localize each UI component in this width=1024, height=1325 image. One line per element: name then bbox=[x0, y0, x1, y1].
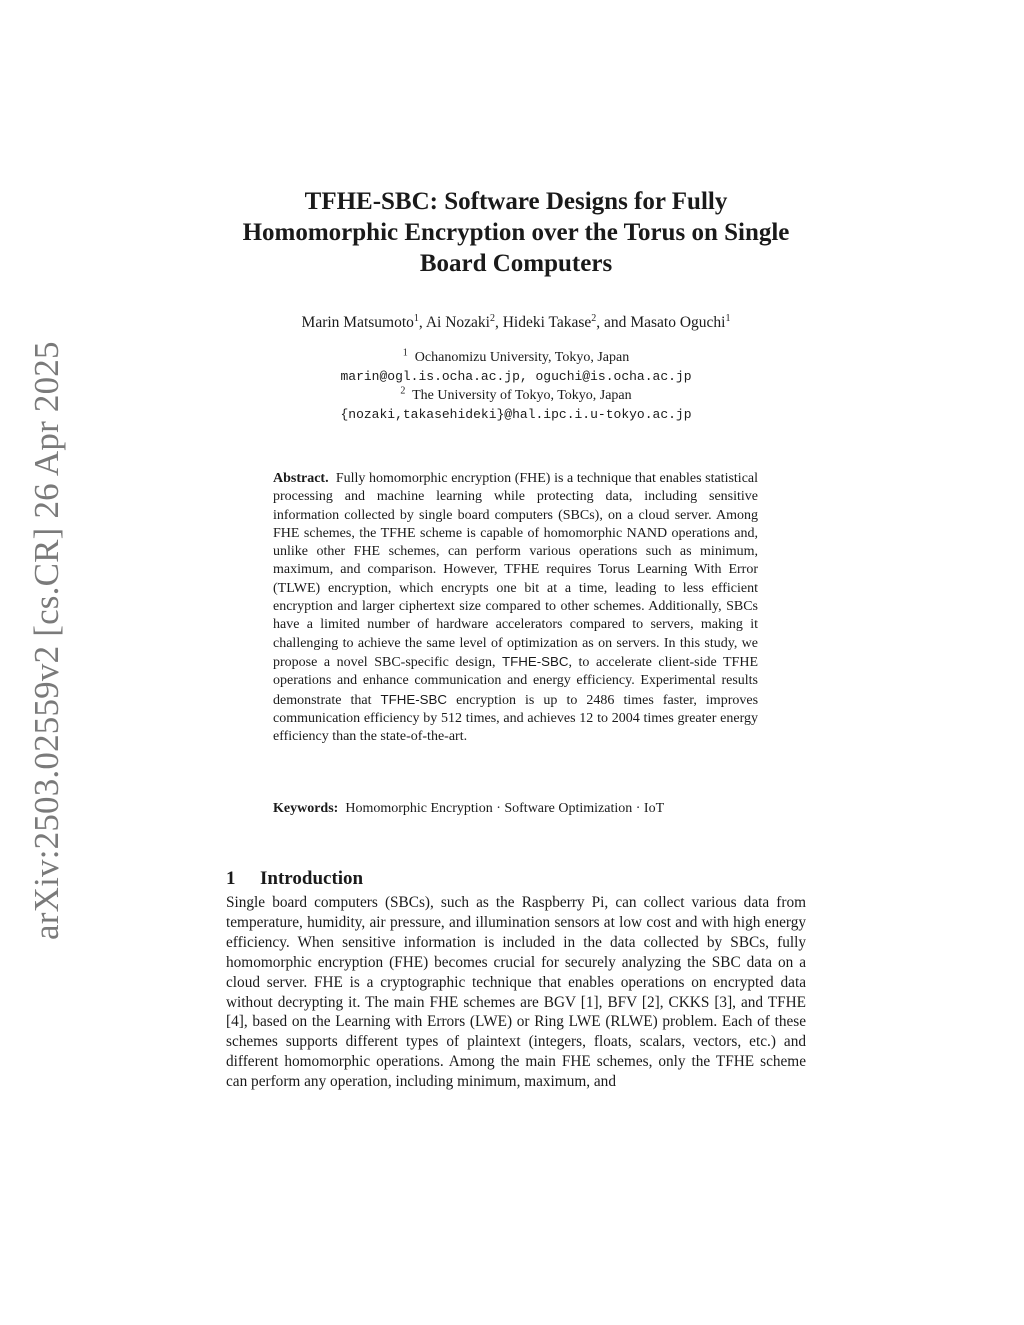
author-separator: , and bbox=[596, 314, 631, 331]
author-affiliation-mark: 2 bbox=[489, 312, 495, 324]
author-affiliation-mark: 1 bbox=[413, 312, 419, 324]
affiliation-emails[interactable]: marin@ogl.is.ocha.ac.jp, oguchi@is.ocha.ac.jp bbox=[340, 369, 692, 384]
author-separator: , bbox=[418, 314, 426, 331]
author-list bbox=[226, 312, 806, 334]
abstract-label: Abstract. bbox=[273, 471, 329, 486]
author-affiliation-mark: 2 bbox=[591, 312, 597, 324]
author-affiliation-mark: 1 bbox=[725, 312, 731, 324]
system-name: TFHE-SBC bbox=[380, 691, 448, 707]
affiliations bbox=[226, 348, 806, 424]
affiliation-emails[interactable]: {nozaki,takasehideki}@hal.ipc.i.u-tokyo.ac.jp bbox=[340, 407, 692, 422]
introduction-body bbox=[226, 893, 806, 1092]
affiliation-number: 1 bbox=[402, 347, 408, 359]
title-line-2: Homomorphic Encryption over the Torus on Single bbox=[242, 219, 790, 246]
affiliation-institution: $^1$ Ochanomizu University, Tokyo, Japan bbox=[402, 347, 630, 365]
author-name: Ai Nozaki bbox=[425, 314, 490, 331]
author-name: Hideki Takase bbox=[502, 314, 592, 331]
section-title: Introduction bbox=[260, 867, 364, 889]
abstract-text-part-1: Fully homomorphic encryption (FHE) is a technique that enables statistical processing and machine learning while protecting data, including sensitive information collected by single board computers (SBCs), on a cloud server. Among FHE schemes, the TFHE scheme is capable of homomorphic NAND operations and, unlike other FHE schemes, can perform various operations such as minimum, maximum, and comparison. However, TFHE requires Torus Learning With Error (TLWE) encryption, which encrypts one bit at a time, leading to less efficient encryption and larger ciphertext size compared to other schemes. Additionally, SBCs have a limited number of hardware accelerators compared to servers, making it challenging to achieve the same level of optimization as on servers. In this study, we propose a novel SBC-specific design, bbox=[273, 471, 759, 670]
affiliation-number: 2 bbox=[400, 385, 406, 397]
title-line-1: TFHE-SBC: Software Designs for Fully bbox=[304, 188, 728, 215]
paper-title bbox=[226, 186, 806, 279]
keywords-label: Keywords: bbox=[273, 801, 339, 816]
author-name: Marin Matsumoto bbox=[301, 314, 414, 331]
keywords bbox=[273, 800, 758, 818]
system-name: TFHE-SBC bbox=[502, 653, 569, 669]
author-name: Masato Oguchi bbox=[630, 314, 726, 331]
title-line-3: Board Computers bbox=[419, 250, 613, 277]
author-separator: , bbox=[494, 314, 503, 331]
keywords-text: Homomorphic Encryption · Software Optimization · IoT bbox=[345, 801, 665, 816]
introduction-paragraph: Single board computers (SBCs), such as the Raspberry Pi, can collect various data from temperature, humidity, air pressure, and illumination sensors at low cost and with high energy efficiency. When sensitive information is included in the data collected by SBCs, fully homomorphic encryption (FHE) becomes crucial for securely analyzing the SBC data on a cloud server. FHE is a cryptographic technique that enables operations on encrypted data without decrypting it. The main FHE schemes are BGV [1], BFV [2], CKKS [3], and TFHE [4], based on the Learning with Errors (LWE) or Ring LWE (RLWE) problem. Each of these schemes supports different types of plaintext (integers, floats, scalars, vectors, etc.) and different homomorphic operations. Among the main FHE schemes, only the TFHE scheme can perform any operation, including minimum, maximum, and bbox=[226, 894, 806, 1091]
section-number: 1 bbox=[226, 867, 236, 889]
affiliation-institution: $^2$ The University of Tokyo, Tokyo, Japan bbox=[400, 385, 632, 403]
abstract-text-part-3: encryption is up to 2486 times faster, improves communication efficiency by 512 times, and achieves 12 to 2004 times greater energy efficiency than the state-of-the-art. bbox=[273, 692, 759, 745]
section-heading bbox=[226, 867, 806, 891]
abstract-text-part-2: , to accelerate client-side TFHE operations and enhance communication and energy efficiency. Experimental results demonstrate that bbox=[273, 654, 758, 708]
arxiv-identifier-stamp: arXiv:2503.02559v2 [cs.CR] 26 Apr 2025 bbox=[27, 341, 66, 940]
abstract bbox=[273, 470, 758, 746]
